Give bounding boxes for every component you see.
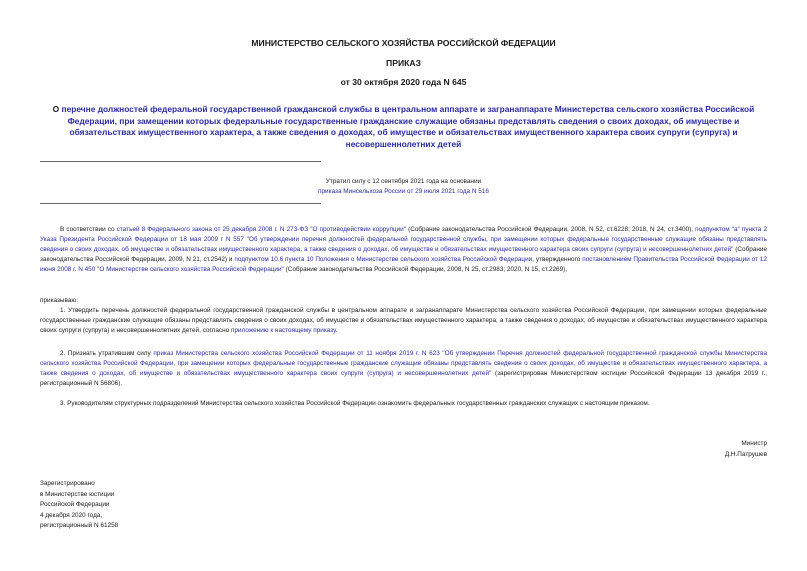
registration-line: Российской Федерации <box>40 501 110 508</box>
divider-bottom <box>40 203 321 204</box>
doc-date-number: от 30 октября 2020 года N 645 <box>340 77 467 87</box>
expiry-note-text: Утратил силу с 12 сентября 2021 года на основании <box>325 178 482 185</box>
preamble-text: (Собрание законодательства Российской Федерации, 2008, N 25, ст.2983; 2020, N 15, ст.2269), <box>283 266 568 273</box>
doc-title <box>40 104 767 150</box>
signature-position: Министр <box>741 440 767 447</box>
preamble-text: В соответствии со <box>60 226 117 233</box>
item-1-text: . <box>335 327 338 334</box>
law-273-link[interactable]: статьей 8 Федерального закона от 25 декабря 2008 г. N 273-ФЗ "О противодействии коррупции" <box>116 226 406 233</box>
resolution-450-link[interactable]: постановлением Правительства Российской Федерации от 12 июня 2008 г. N 450 "О Министерстве сельского хозяйства Российской Федерации" <box>40 256 767 273</box>
title-prefix: О <box>52 104 62 114</box>
expiry-note-link[interactable]: приказа Минсельхоза России от 29 июля 2021 года N 516 <box>318 188 489 195</box>
signature-name: Д.Н.Патрушев <box>724 451 767 458</box>
registration-line: Зарегистрировано <box>40 480 95 487</box>
order-623-link[interactable]: приказ Министерства сельского хозяйства Российской Федерации от 11 ноября 2019 г. N 623 "Об утверждении Перечня должностей федеральной государственной гражданской службы Министерства сельского хозяйства Российской Федерации, при замещении которых федеральные государственные гражданские служащие обязаны представлять сведения о своих доходах, об имуществе и обязательствах имущественного характера, а также сведения о доходах, об имуществе и обязательствах имущественного характера своих супруги (супруга) и несовершеннолетних детей" <box>40 350 767 377</box>
item-2 <box>40 349 767 389</box>
doc-type: ПРИКАЗ <box>386 58 421 68</box>
decree-557-link[interactable]: подпунктом "а" пункта 2 Указа Президента Российской Федерации от 18 мая 2009 г N 557 "Об утверждении перечня должностей федеральной государственной службы, при замещении которых федеральные государственные служащие обязаны представлять сведения о своих доходах, об имуществе и обязательствах имущественного характера, а также сведения о доходах, об имуществе и обязательствах имущественного характера своих супруги (супруга) и несовершеннолетних детей" <box>40 226 768 253</box>
registration-line: в Министерстве юстиции <box>40 490 115 498</box>
preamble-text: , утвержденного <box>532 256 583 263</box>
registration-line: 4 декабря 2020 года, <box>40 511 103 519</box>
registration-block <box>40 479 118 532</box>
regulation-link[interactable]: подпунктом 10.6 пункта 10 Положения о Министерстве сельского хозяйства Российской Федерации <box>234 256 533 263</box>
divider-top <box>40 161 321 162</box>
order-word: приказываю: <box>40 297 78 304</box>
item-3: 3. Руководителям структурных подразделений Министерства сельского хозяйства Российской Федерации ознакомить федеральных государственных гражданских служащих с настоящим приказом. <box>60 400 650 407</box>
registration-line: регистрационный N 61258 <box>40 522 119 529</box>
title-link[interactable]: перечне должностей федеральной государственной гражданской службы в центральном аппарате и загранаппарате Министерства сельского хозяйства Российской Федерации, при замещении которых федеральные государственные гражданские служащие обязаны представлять сведения о своих доходах, об имуществе и обязательствах имущественного характера, а также сведения о доходах, об имуществе и обязательствах имущественного характера своих супруги (супруга) и несовершеннолетних детей <box>61 104 755 149</box>
preamble-text: (Собрание законодательства Российской Федерации, 2008, N 52, ст.6228; 2018, N 24, ст.3400), <box>405 226 696 233</box>
appendix-link[interactable]: приложению к настоящему приказу <box>230 327 336 334</box>
expiry-note <box>0 177 807 197</box>
item-2-text: (зарегистрирован Министерством юстиции Российской Федерации 13 декабря 2019 г., регистрационный N 56806). <box>40 370 768 387</box>
item-2-text: 2. Признать утратившим силу <box>60 350 154 357</box>
ministry-header: МИНИСТЕРСТВО СЕЛЬСКОГО ХОЗЯЙСТВА РОССИЙСКОЙ ФЕДЕРАЦИИ <box>251 38 556 48</box>
item-1 <box>40 306 767 336</box>
signature-block <box>725 438 767 460</box>
preamble-text: (Собрание законодательства Российской Федерации, 2009, N 21, ст.2542) и <box>40 246 768 263</box>
preamble-paragraph <box>40 225 767 275</box>
item-1-text: 1. Утвердить перечень должностей федеральной государственной гражданской службы в центральном аппарате и загранаппарате Министерства сельского хозяйства Российской Федерации, при замещении которых федеральные государственные гражданские служащие обязаны представлять сведения о своих доходах, об имуществе и обязательствах имущественного характера, а также сведения о доходах, об имуществе и обязательствах имущественного характера своих супруги (супруга) и несовершеннолетних детей, согласно <box>40 307 767 334</box>
